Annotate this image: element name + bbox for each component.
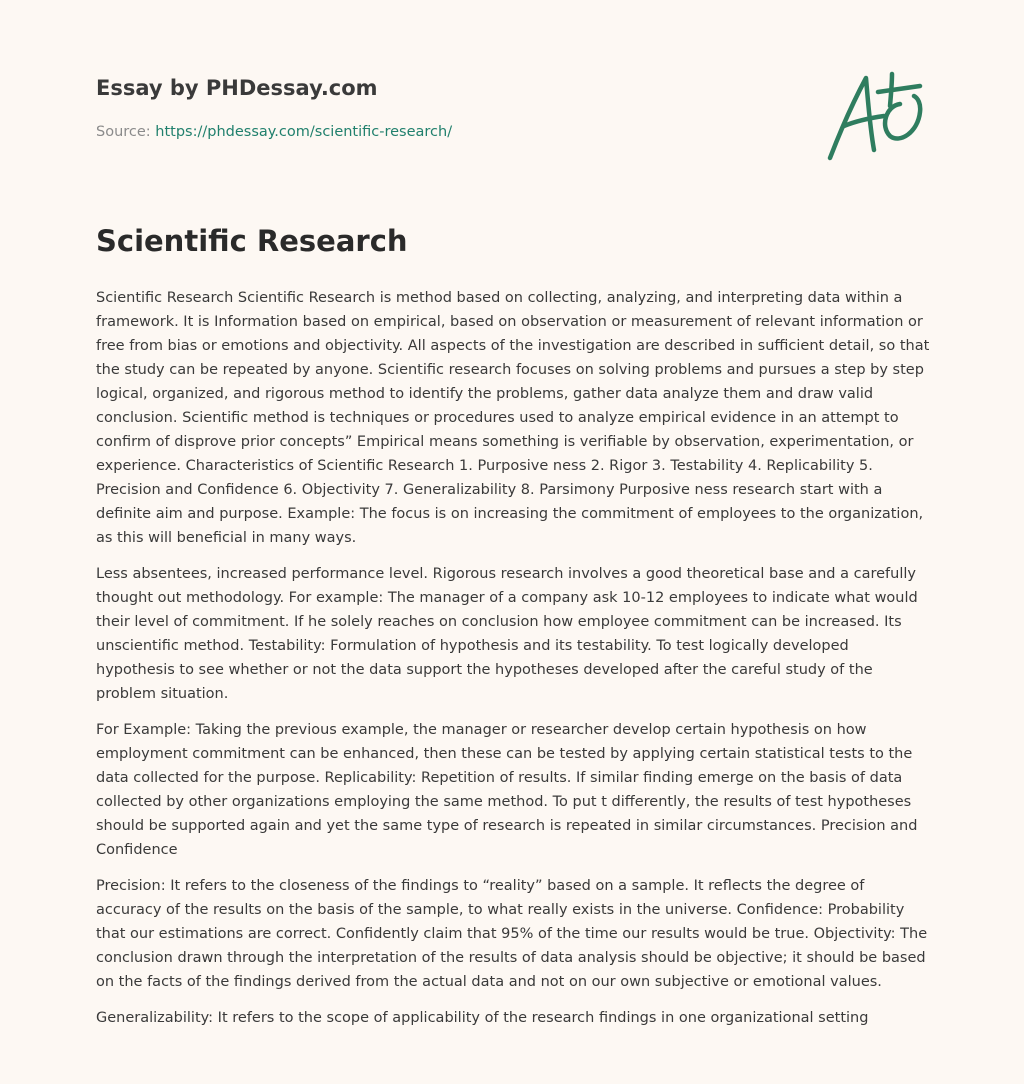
paragraph: Precision: It refers to the closeness of the findings to “reality” based on a sample. It reflects the degree of accuracy of the results on the basis of the sample, to what really exists in the universe. Confidence: Probability that our estimations are correct. Confidently claim that 95% of the time our results would be true. Objectivity: The conclusion drawn through the interpretation of the results of data analysis should be objective; it should be based on the facts of the findings derived from the actual data and not on our own subjective or emotional values. bbox=[96, 878, 928, 990]
article-title: Scientific Research bbox=[96, 224, 408, 258]
site-brand: Essay by PHDessay.com bbox=[96, 76, 378, 100]
paragraph: Scientific Research Scientific Research is method based on collecting, analyzing, and interpreting data within a framework. It is Information based on empirical, based on observation or measurement of relevant information or free from bias or emotions and objectivity. All aspects of the investigation are described in sufficient detail, so that the study can be repeated by anyone. Scientific research focuses on solving problems and pursues a step by step logical, organized, and rigorous method to identify the problems, gather data analyze them and draw valid conclusion. Scientific method is techniques or procedures used to analyze empirical evidence in an attempt to confirm of disprove prior concepts” Empirical means something is verifiable by observation, experimentation, or experience. Characteristics of Scientific Research 1. Purposive ness 2. Rigor 3. Testability 4. Replicability 5. Precision and Confidence 6. Objectivity 7. Generalizability 8. Parsimony Purposive ness research start with a definite aim and purpose. Example: The focus is on increasing the commitment of employees to the organization, as this will beneficial in many ways. bbox=[96, 290, 930, 546]
paragraph: Generalizability: It refers to the scope of applicability of the research findings in one organizational setting bbox=[96, 1010, 869, 1026]
source-label: Source: bbox=[96, 124, 151, 140]
source-link[interactable]: https://phdessay.com/scientific-research/ bbox=[155, 124, 453, 140]
article-body bbox=[96, 286, 930, 1042]
source-line bbox=[96, 124, 452, 140]
paragraph: For Example: Taking the previous example, the manager or researcher develop certain hypothesis on how employment commitment can be enhanced, then these can be tested by applying certain statistical tests to the data collected for the purpose. Replicability: Repetition of results. If similar finding emerge on the basis of data collected by other organizations employing the same method. To put t differently, the results of test hypotheses should be supported again and yet the same type of research is repeated in similar circumstances. Precision and Confidence bbox=[96, 722, 918, 858]
paragraph: Less absentees, increased performance level. Rigorous research involves a good theoretical base and a carefully thought out methodology. For example: The manager of a company ask 10-12 employees to indicate what would their level of commitment. If he solely reaches on conclusion how employee commitment can be increased. Its unscientific method. Testability: Formulation of hypothesis and its testability. To test logically developed hypothesis to see whether or not the data support the hypotheses developed after the careful study of the problem situation. bbox=[96, 566, 918, 702]
a-plus-logo-icon bbox=[820, 66, 930, 166]
